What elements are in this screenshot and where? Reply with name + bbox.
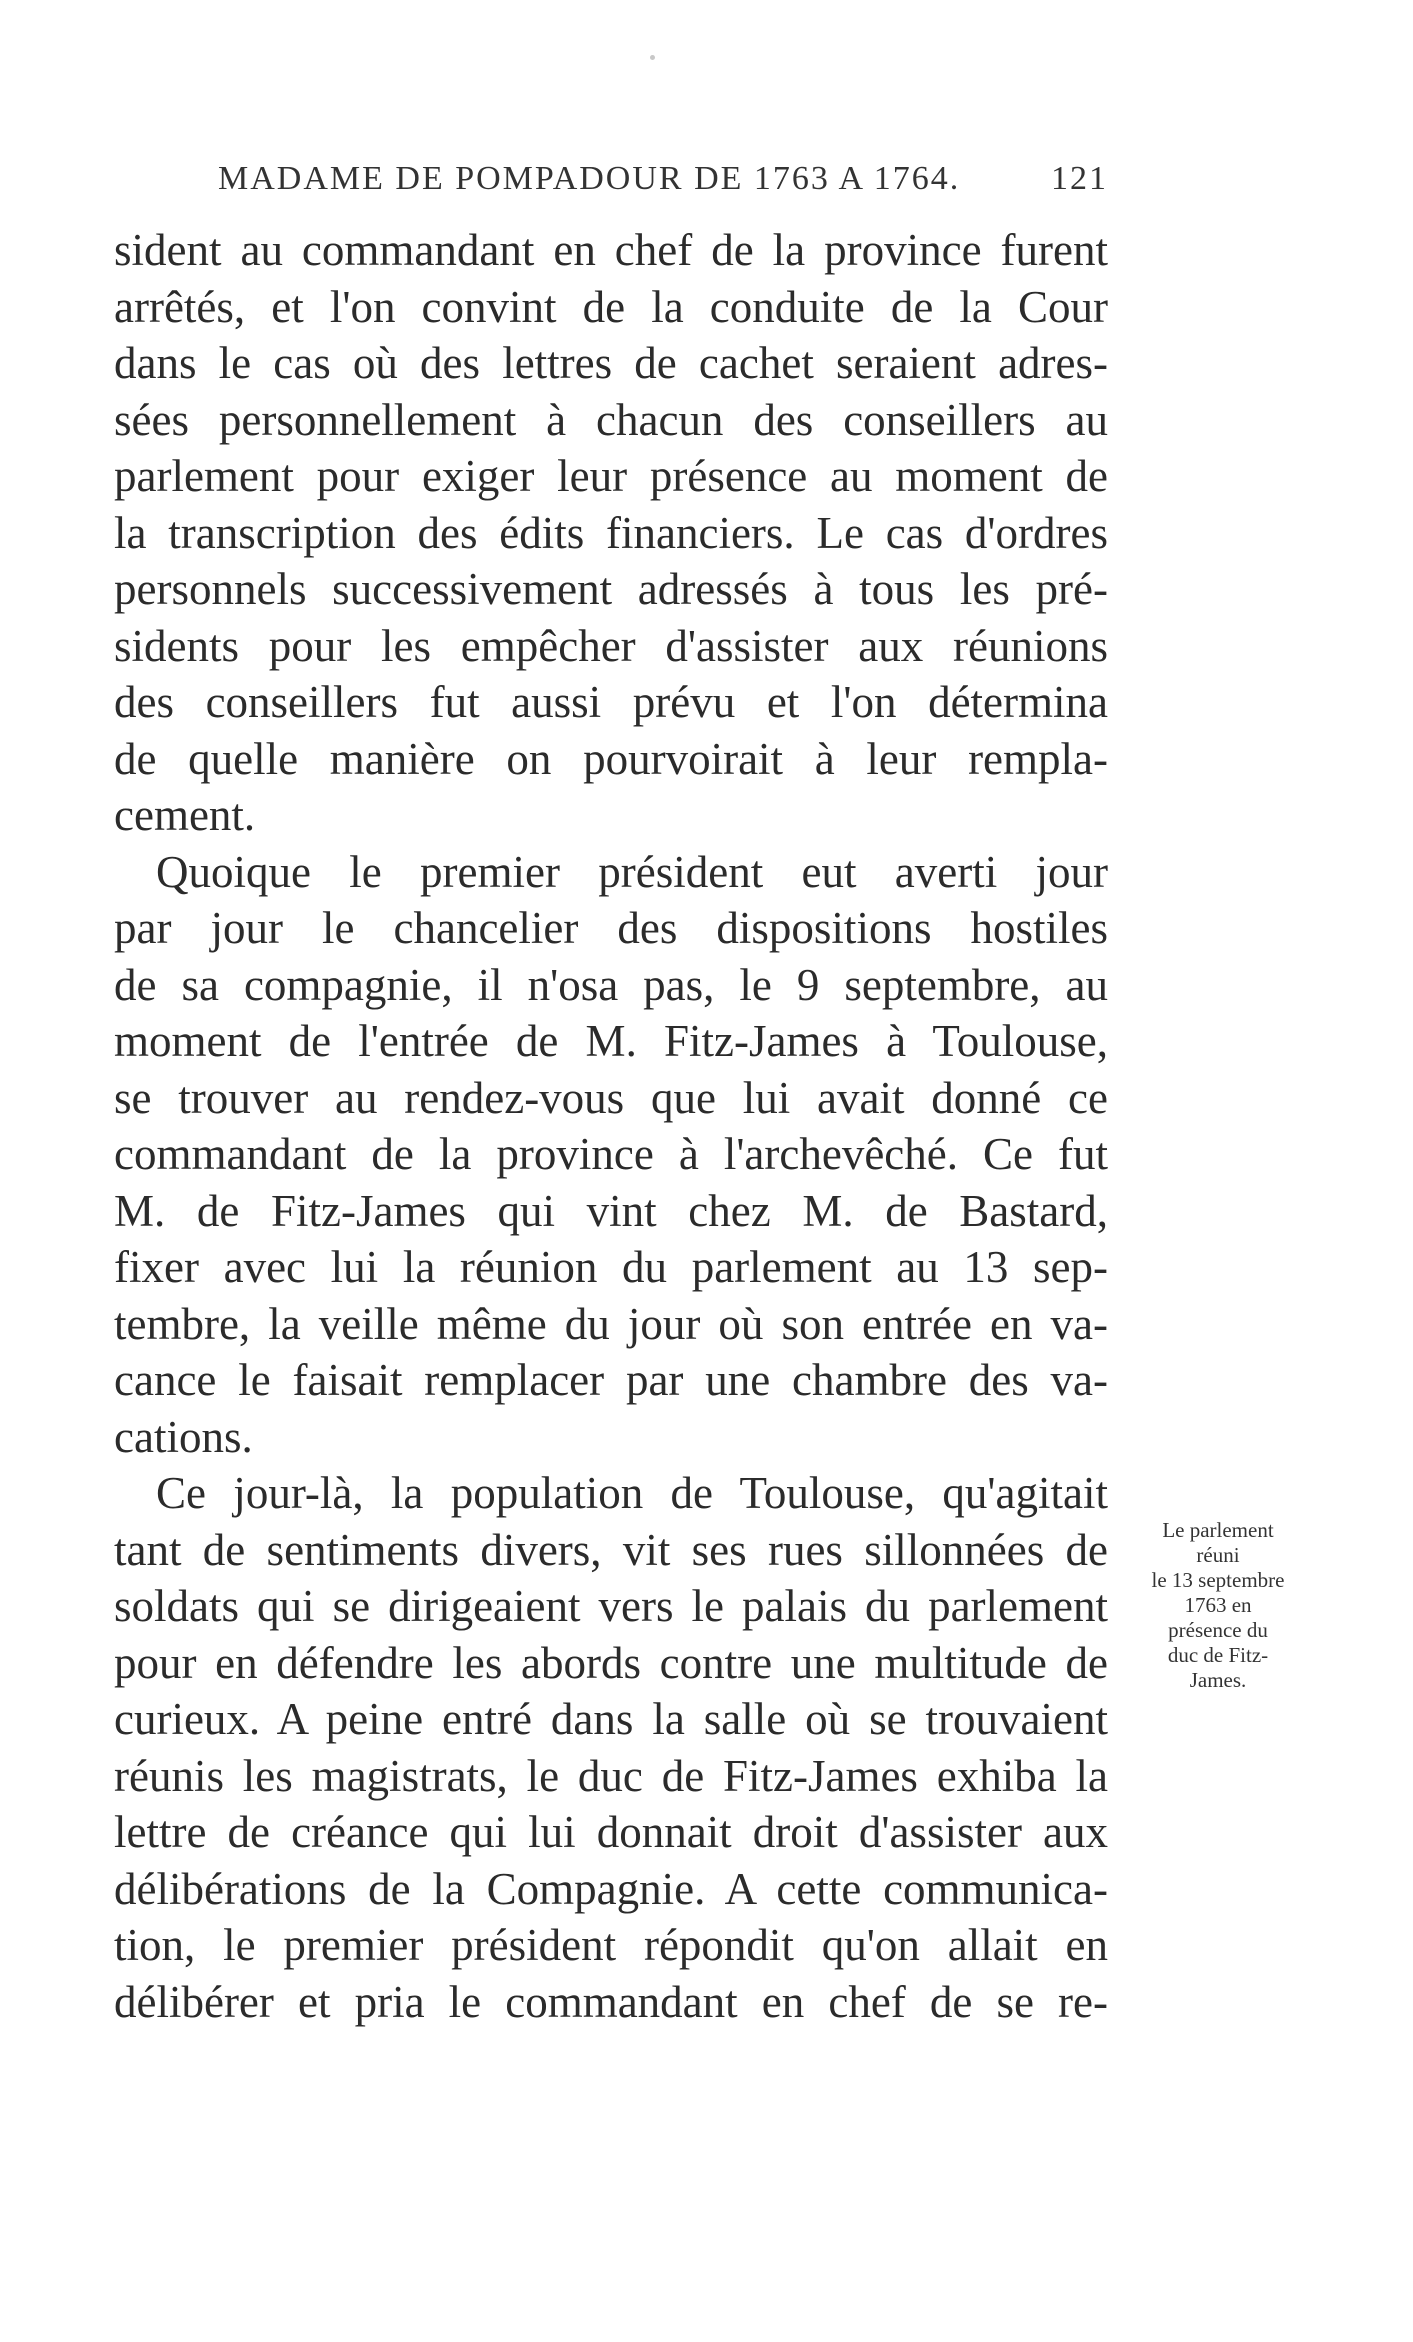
margin-note-line: James.	[1189, 1668, 1247, 1692]
margin-note-line: duc de Fitz-	[1167, 1643, 1269, 1667]
margin-note-line: réuni	[1196, 1543, 1240, 1567]
text-line: sident au commandant en chef de la province furent	[114, 225, 1108, 275]
margin-note	[1128, 1518, 1308, 1693]
page-number: 121	[1051, 160, 1108, 197]
text-line: lettre de créance qui lui donnait droit d'assister aux	[114, 1807, 1108, 1857]
text-line: sidents pour les empêcher d'assister aux réunions	[114, 620, 1108, 671]
paragraph-start-line: Quoique le premier président eut averti jour	[156, 846, 1108, 897]
text-line: sées personnellement à chacun des conseillers au	[114, 394, 1108, 445]
text-line: cations.	[114, 1411, 253, 1462]
text-line: cement.	[114, 790, 256, 840]
text-line: délibérer et pria le commandant en chef de se re-	[114, 1976, 1108, 2027]
text-line: de quelle manière on pourvoirait à leur rempla-	[114, 733, 1108, 784]
paragraph-start-line: Ce jour-là, la population de Toulouse, qu'agitait	[156, 1468, 1108, 1518]
margin-note-line: présence du	[1168, 1618, 1268, 1642]
margin-note-line: 1763 en	[1184, 1593, 1252, 1617]
text-line: délibérations de la Compagnie. A cette communica-	[114, 1863, 1108, 1914]
text-line: cance le faisait remplacer par une chambre des va-	[114, 1355, 1108, 1405]
text-line: soldats qui se dirigeaient vers le palais du parlement	[114, 1581, 1108, 1631]
text-line: tant de sentiments divers, vit ses rues sillonnées de	[114, 1524, 1108, 1575]
margin-note-line: le 13 septembre	[1151, 1568, 1285, 1592]
text-line: commandant de la province à l'archevêché. Ce fut	[114, 1129, 1108, 1179]
text-line: personnels successivement adressés à tous les pré-	[114, 564, 1108, 614]
text-line: dans le cas où des lettres de cachet seraient adres-	[114, 338, 1108, 388]
text-line: parlement pour exiger leur présence au moment de	[114, 451, 1108, 501]
margin-note-line: Le parlement	[1162, 1518, 1274, 1542]
page-header	[218, 160, 1108, 210]
text-line: se trouver au rendez-vous que lui avait donné ce	[114, 1072, 1108, 1123]
text-line: pour en défendre les abords contre une multitude de	[114, 1637, 1108, 1688]
text-line: fixer avec lui la réunion du parlement au 13 sep-	[114, 1242, 1108, 1292]
text-line: tion, le premier président répondit qu'on allait en	[114, 1920, 1108, 1970]
text-line: réunis les magistrats, le duc de Fitz-James exhiba la	[114, 1750, 1108, 1801]
text-line: la transcription des édits financiers. Le cas d'ordres	[114, 507, 1108, 558]
running-title: MADAME DE POMPADOUR DE 1763 A 1764.	[218, 160, 961, 197]
text-line: de sa compagnie, il n'osa pas, le 9 septembre, au	[114, 959, 1108, 1010]
text-line: par jour le chancelier des dispositions hostiles	[114, 903, 1108, 953]
text-line: moment de l'entrée de M. Fitz-James à Toulouse,	[114, 1016, 1108, 1066]
text-line: tembre, la veille même du jour où son entrée en va-	[114, 1298, 1108, 1349]
text-line: arrêtés, et l'on convint de la conduite de la Cour	[114, 281, 1108, 332]
text-line: M. de Fitz-James qui vint chez M. de Bastard,	[114, 1185, 1108, 1236]
text-line: curieux. A peine entré dans la salle où se trouvaient	[114, 1694, 1108, 1744]
text-line: des conseillers fut aussi prévu et l'on détermina	[114, 677, 1108, 727]
ink-speck	[650, 55, 655, 60]
body-text	[114, 222, 1108, 2030]
